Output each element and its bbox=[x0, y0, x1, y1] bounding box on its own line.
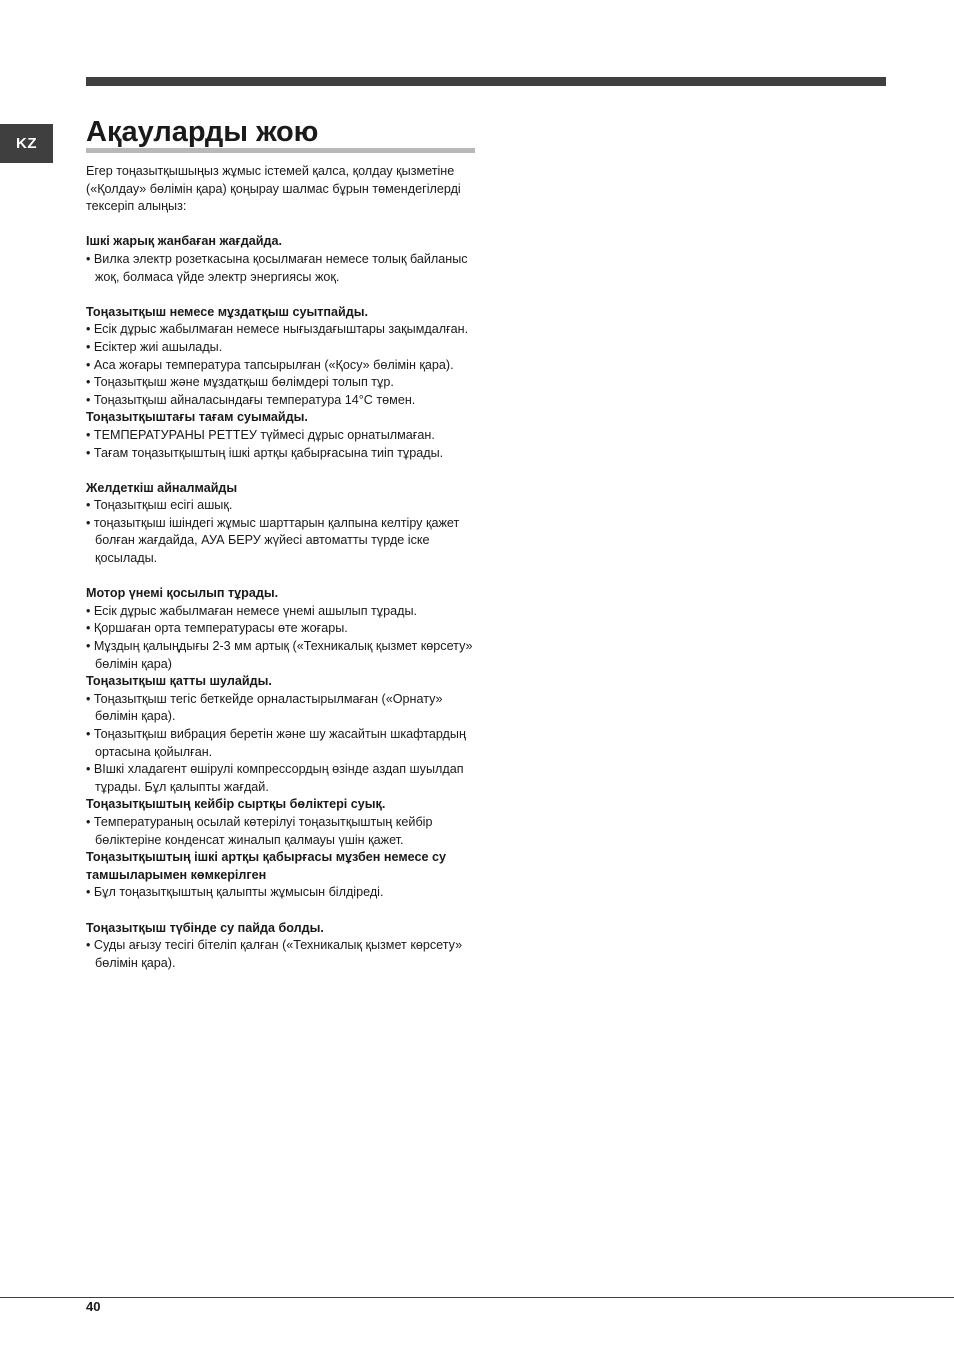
list-item: • Тоңазытқыш және мұздатқыш бөлімдері толып тұр. bbox=[86, 375, 394, 390]
list-item: • Тоңазытқыш айналасындағы температура 14°С төмен. bbox=[86, 392, 416, 407]
section-heading: Тоңазытқыш қатты шулайды. bbox=[86, 674, 272, 689]
list-item: • Бұл тоңазытқыштың қалыпты жұмысын білдіреді. bbox=[86, 885, 384, 900]
top-rule bbox=[86, 77, 886, 86]
title-underline bbox=[86, 148, 475, 153]
section-heading: Желдеткіш айналмайды bbox=[86, 480, 238, 495]
troubleshooting-content bbox=[86, 163, 481, 972]
page-number: 40 bbox=[86, 1299, 101, 1314]
page-title: Ақауларды жою bbox=[86, 116, 319, 148]
section-noise bbox=[86, 673, 481, 796]
list-item: • Тоңазытқыш тегіс беткейде орналастырылмаған («Орнату» бөлімін қара). bbox=[86, 691, 443, 724]
section-food-not-cooling bbox=[86, 409, 481, 462]
list-item: • ТЕМПЕРАТУРАНЫ РЕТТЕУ түймесі дұрыс орнатылмаған. bbox=[86, 427, 435, 442]
section-cold-parts bbox=[86, 796, 481, 849]
section-not-cooling bbox=[86, 304, 481, 410]
list-item: • Температураның осылай көтерілуі тоңазытқыштың кейбір бөліктеріне конденсат жиналып қалмауы үшін қажет. bbox=[86, 814, 433, 847]
section-water bbox=[86, 920, 481, 973]
list-item: • Мұздың қалыңдығы 2-3 мм артық («Техникалық қызмет көрсету» бөлімін қара) bbox=[86, 639, 473, 671]
list-item: • тоңазытқыш ішіндегі жұмыс шарттарын қалпына келтіру қажет болған жағдайда, АУА БЕРУ жүйесі автоматты түрде іске қосылады. bbox=[86, 515, 460, 566]
section-heading: Тоңазытқыштың кейбір сыртқы бөліктері суық. bbox=[86, 797, 386, 812]
list-item: • Аса жоғары температура тапсырылған («Қосу» бөлімін қара). bbox=[86, 357, 454, 372]
bottom-rule bbox=[0, 1297, 954, 1298]
section-heading: Тоңазытқыш немесе мұздатқыш суытпайды. bbox=[86, 304, 369, 319]
section-heading: Тоңазытқыштың ішкі артқы қабырғасы мұзбен немесе су тамшыларымен көмкерілген bbox=[86, 850, 446, 882]
section-motor bbox=[86, 585, 481, 673]
list-item: • Суды ағызу тесігі бітеліп қалған («Техникалық қызмет көрсету» бөлімін қара). bbox=[86, 938, 463, 970]
section-fan bbox=[86, 480, 481, 568]
list-item: • Есік дұрыс жабылмаған немесе нығыздағыштары зақымдалған. bbox=[86, 322, 469, 337]
list-item: • Тағам тоңазытқыштың ішкі артқы қабырғасына тиіп тұрады. bbox=[86, 445, 444, 460]
list-item: • ВІшкі хладагент өшірулі компрессордың өзінде аздап шуылдап тұрады. Бұл қалыпты жағдай. bbox=[86, 762, 464, 794]
section-back-wall bbox=[86, 849, 481, 902]
section-heading: Тоңазытқыш түбінде су пайда болды. bbox=[86, 920, 324, 935]
section-heading: Тоңазытқыштағы тағам суымайды. bbox=[86, 410, 308, 425]
list-item: • Есік дұрыс жабылмаған немесе үнемі ашылып тұрады. bbox=[86, 603, 418, 618]
list-item: • Тоңазытқыш есігі ашық. bbox=[86, 498, 233, 513]
list-item: • Вилка электр розеткасына қосылмаған немесе толық байланыс жоқ, болмаса үйде электр энергиясы жоқ. bbox=[86, 251, 468, 284]
section-light bbox=[86, 233, 481, 286]
section-heading: Мотор үнемі қосылып тұрады. bbox=[86, 586, 279, 601]
section-heading: Ішкі жарық жанбаған жағдайда. bbox=[86, 234, 283, 249]
intro-paragraph: Егер тоңазытқышыңыз жұмыс істемей қалса, қолдау қызметіне («Қолдау» бөлімін қара) қоңырау шалмас бұрын төмендегілерді тексеріп алыңыз: bbox=[86, 164, 461, 214]
list-item: • Тоңазытқыш вибрация беретін және шу жасайтын шкафтардың ортасына қойылған. bbox=[86, 727, 466, 759]
list-item: • Есіктер жиі ашылады. bbox=[86, 339, 223, 354]
language-tab: KZ bbox=[0, 124, 53, 163]
list-item: • Қоршаған орта температурасы өте жоғары. bbox=[86, 621, 348, 636]
